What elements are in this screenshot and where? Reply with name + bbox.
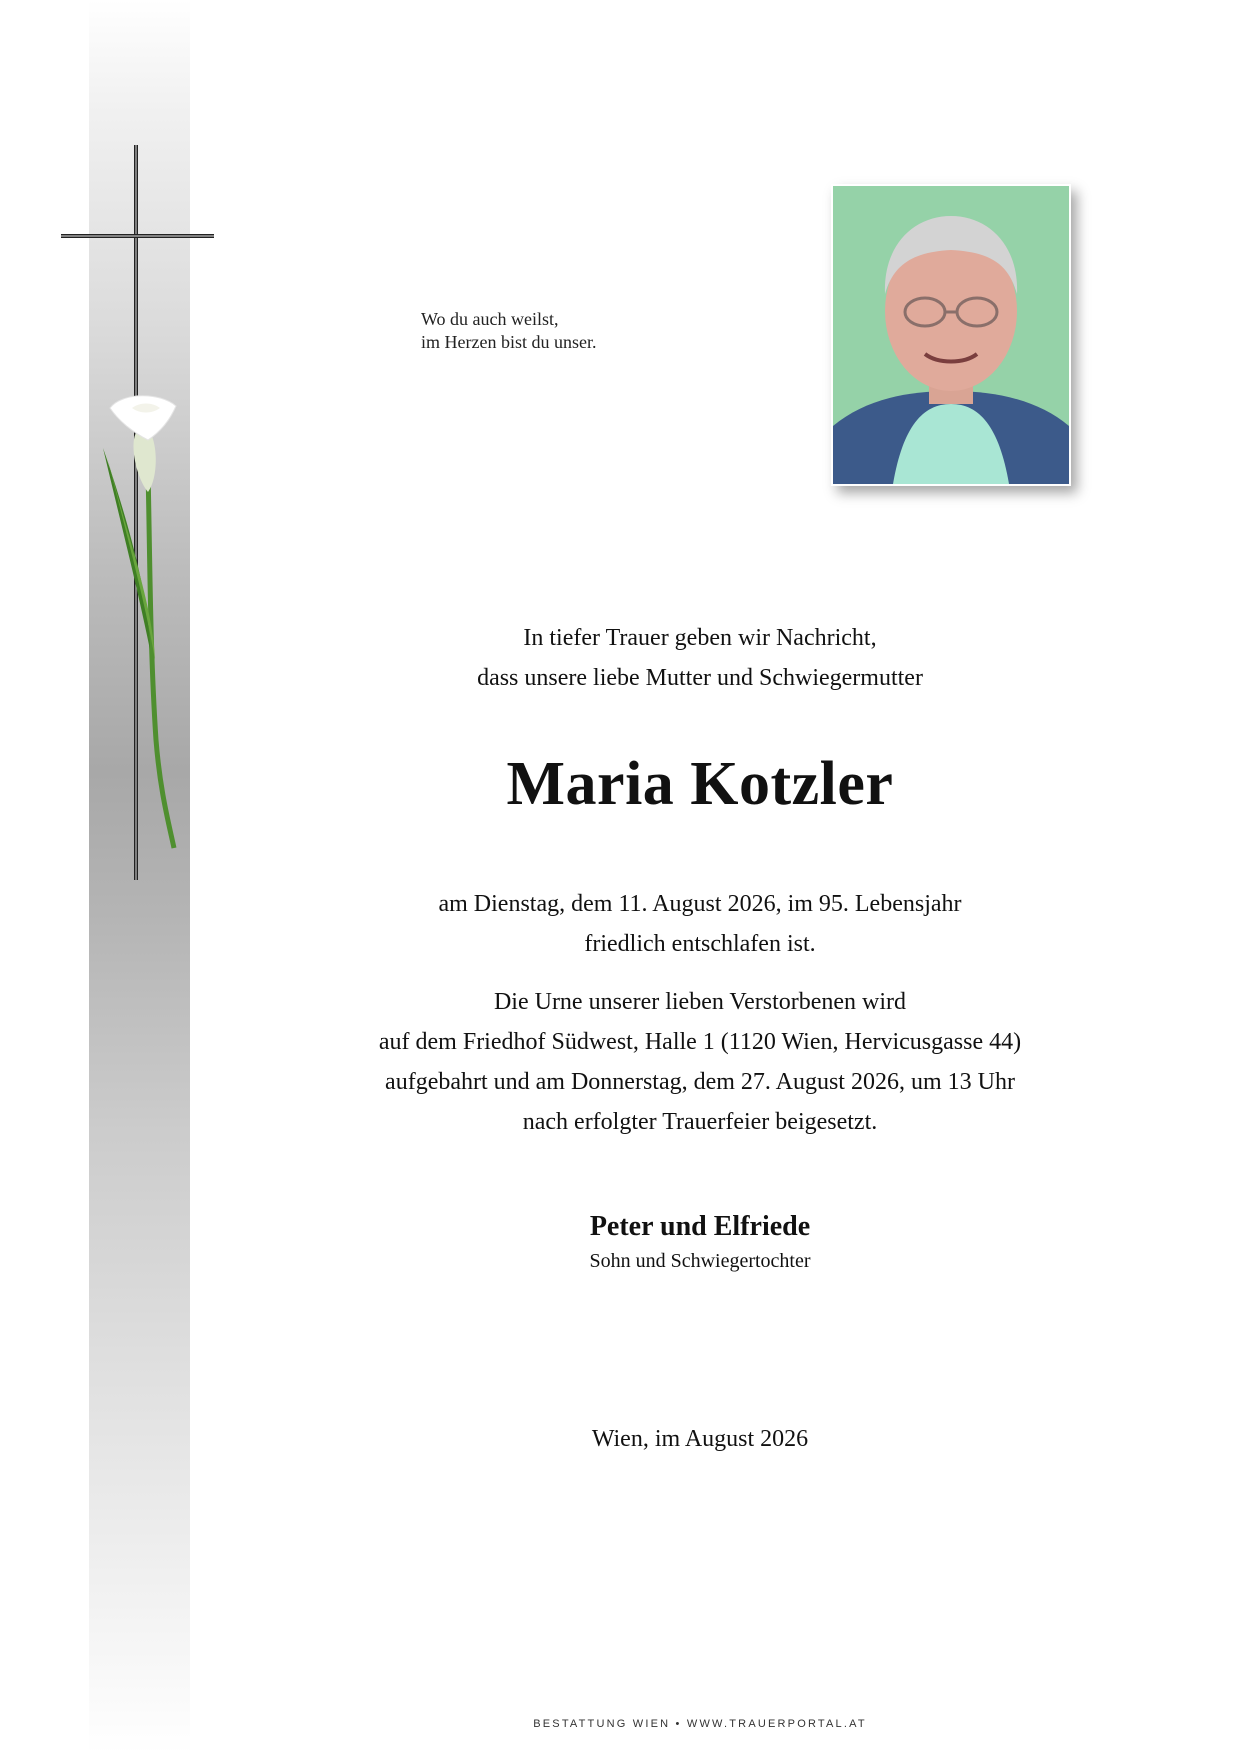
death-notice-line: friedlich entschlafen ist. [584, 931, 816, 957]
motto-line: Wo du auch weilst, [421, 309, 559, 329]
announcement-line: In tiefer Trauer geben wir Nachricht, [523, 625, 877, 651]
portrait-photo [831, 184, 1071, 486]
calla-lily-icon [0, 0, 260, 900]
announcement-line: dass unsere liebe Mutter und Schwiegermutter [477, 665, 923, 691]
motto [421, 308, 596, 354]
funeral-line: nach erfolgter Trauerfeier beigesetzt. [522, 1109, 878, 1135]
funeral-details [320, 982, 1080, 1142]
death-notice [320, 884, 1080, 964]
funeral-line: Die Urne unserer lieben Verstorbenen wird [493, 989, 907, 1015]
deceased-name: Maria Kotzler [506, 750, 894, 818]
mourner-relation: Sohn und Schwiegertochter [589, 1250, 811, 1272]
motto-line: im Herzen bist du unser. [421, 332, 597, 352]
funeral-line: auf dem Friedhof Südwest, Halle 1 (1120 Wien, Hervicusgasse 44) [378, 1029, 1022, 1055]
place-date: Wien, im August 2026 [591, 1426, 809, 1452]
footer-credit: BESTATTUNG WIEN • WWW.TRAUERPORTAL.AT [533, 1718, 867, 1730]
death-notice-line: am Dienstag, dem 11. August 2026, im 95. Lebensjahr [438, 891, 962, 917]
funeral-line: aufgebahrt und am Donnerstag, dem 27. August 2026, um 13 Uhr [385, 1069, 1015, 1095]
announcement [320, 618, 1080, 698]
mourner-names: Peter und Elfriede [589, 1211, 811, 1242]
